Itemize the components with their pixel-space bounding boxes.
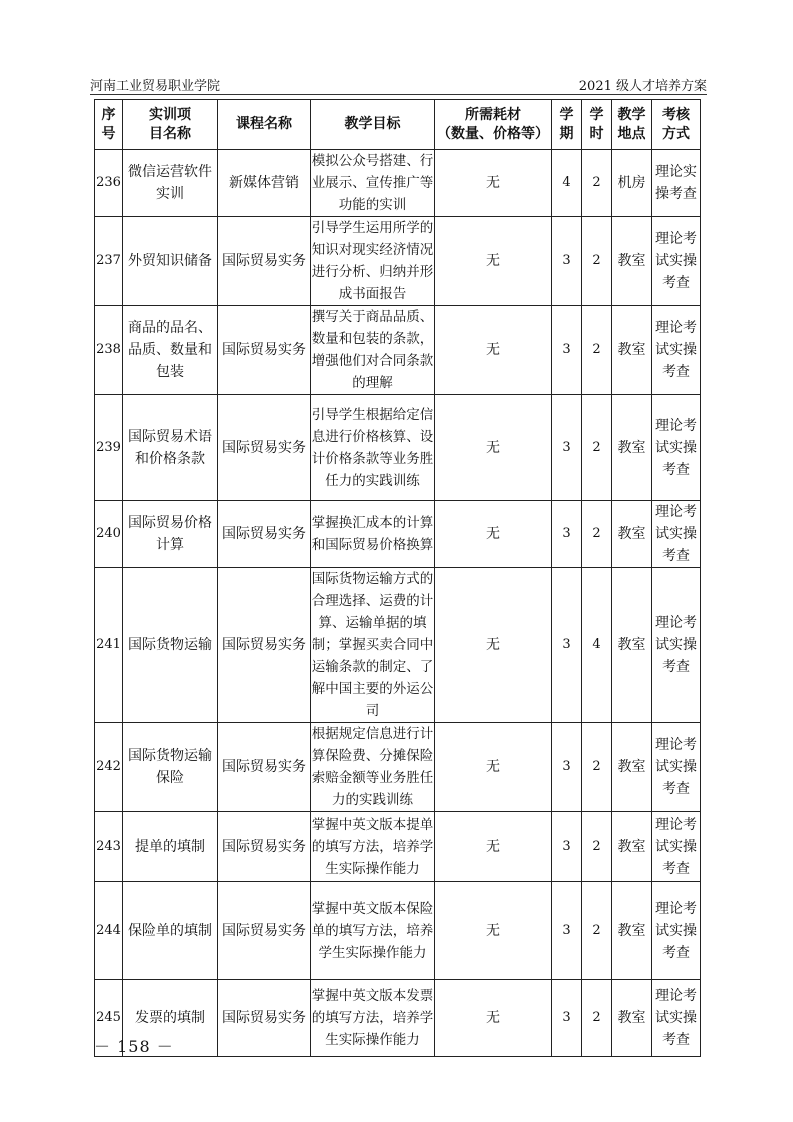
cell-material: 无 [435, 568, 552, 723]
cell-assess: 理论考试实操考查 [652, 882, 701, 980]
cell-course: 国际贸易实务 [218, 882, 311, 980]
cell-assess: 理论考试实操考查 [652, 306, 701, 395]
table-row [95, 501, 701, 568]
cell-project: 国际货物运输 [123, 568, 218, 723]
page-header [90, 74, 707, 94]
cell-place: 教室 [612, 723, 652, 812]
col-header-goal: 教学目标 [311, 100, 435, 150]
cell-material: 无 [435, 882, 552, 980]
table-row [95, 395, 701, 501]
cell-hours: 2 [582, 306, 612, 395]
cell-term: 3 [552, 723, 582, 812]
header-divider [90, 94, 707, 95]
cell-hours: 2 [582, 501, 612, 568]
cell-place: 教室 [612, 882, 652, 980]
col-header-project: 实训项 目名称 [123, 100, 218, 150]
cell-goal: 掌握换汇成本的计算和国际贸易价格换算 [311, 501, 435, 568]
cell-hours: 2 [582, 980, 612, 1057]
cell-project: 国际贸易术语和价格条款 [123, 395, 218, 501]
cell-goal: 掌握中英文版本提单的填写方法，培养学生实际操作能力 [311, 812, 435, 882]
col-header-term: 学 期 [552, 100, 582, 150]
cell-seq: 245 [95, 980, 123, 1057]
cell-material: 无 [435, 501, 552, 568]
cell-hours: 4 [582, 568, 612, 723]
cell-assess: 理论考试实操考查 [652, 568, 701, 723]
cell-goal: 掌握中英文版本保险单的填写方法，培养学生实际操作能力 [311, 882, 435, 980]
training-projects-table [94, 99, 701, 1057]
cell-seq: 236 [95, 150, 123, 217]
col-header-seq: 序 号 [95, 100, 123, 150]
cell-assess: 理论考试实操考查 [652, 723, 701, 812]
cell-assess: 理论考试实操考查 [652, 812, 701, 882]
cell-seq: 244 [95, 882, 123, 980]
col-header-material: 所需耗材 （数量、价格等） [435, 100, 552, 150]
cell-course: 国际贸易实务 [218, 812, 311, 882]
cell-material: 无 [435, 723, 552, 812]
cell-hours: 2 [582, 150, 612, 217]
cell-hours: 2 [582, 723, 612, 812]
cell-goal: 掌握中英文版本发票的填写方法，培养学生实际操作能力 [311, 980, 435, 1057]
cell-goal: 模拟公众号搭建、行业展示、宣传推广等功能的实训 [311, 150, 435, 217]
cell-term: 3 [552, 882, 582, 980]
table-row [95, 980, 701, 1057]
cell-course: 国际贸易实务 [218, 395, 311, 501]
cell-term: 3 [552, 306, 582, 395]
table-row [95, 882, 701, 980]
cell-seq: 242 [95, 723, 123, 812]
col-header-hours: 学 时 [582, 100, 612, 150]
cell-seq: 241 [95, 568, 123, 723]
cell-place: 教室 [612, 395, 652, 501]
cell-goal: 引导学生运用所学的知识对现实经济情况进行分析、归纳并形成书面报告 [311, 217, 435, 306]
cell-term: 3 [552, 501, 582, 568]
cell-material: 无 [435, 306, 552, 395]
header-school-name: 河南工业贸易职业学院 [90, 79, 221, 94]
cell-course: 国际贸易实务 [218, 723, 311, 812]
cell-project: 国际货物运输保险 [123, 723, 218, 812]
cell-term: 3 [552, 980, 582, 1057]
cell-hours: 2 [582, 882, 612, 980]
cell-term: 3 [552, 568, 582, 723]
cell-term: 3 [552, 812, 582, 882]
cell-place: 教室 [612, 980, 652, 1057]
col-header-assess: 考核 方式 [652, 100, 701, 150]
cell-seq: 240 [95, 501, 123, 568]
col-header-course: 课程名称 [218, 100, 311, 150]
cell-place: 教室 [612, 217, 652, 306]
cell-hours: 2 [582, 812, 612, 882]
cell-assess: 理论考试实操考查 [652, 980, 701, 1057]
header-program-title: 2021 级人才培养方案 [578, 79, 707, 94]
table-row [95, 568, 701, 723]
cell-goal: 国际货物运输方式的合理选择、运费的计算、运输单据的填制；掌握买卖合同中运输条款的制定、了解中国主要的外运公司 [311, 568, 435, 723]
cell-assess: 理论实操考查 [652, 150, 701, 217]
cell-project: 国际贸易价格计算 [123, 501, 218, 568]
cell-material: 无 [435, 217, 552, 306]
cell-term: 3 [552, 395, 582, 501]
col-header-place: 教学 地点 [612, 100, 652, 150]
cell-place: 机房 [612, 150, 652, 217]
cell-material: 无 [435, 812, 552, 882]
cell-goal: 撰写关于商品品质、数量和包装的条款，增强他们对合同条款的理解 [311, 306, 435, 395]
cell-assess: 理论考试实操考查 [652, 501, 701, 568]
cell-project: 发票的填制 [123, 980, 218, 1057]
cell-hours: 2 [582, 217, 612, 306]
cell-project: 外贸知识储备 [123, 217, 218, 306]
table-row [95, 150, 701, 217]
table-header-row [95, 100, 701, 150]
cell-goal: 根据规定信息进行计算保险费、分摊保险索赔金额等业务胜任力的实践训练 [311, 723, 435, 812]
table-row [95, 812, 701, 882]
cell-goal: 引导学生根据给定信息进行价格核算、设计价格条款等业务胜任力的实践训练 [311, 395, 435, 501]
table-row [95, 723, 701, 812]
cell-project: 微信运营软件实训 [123, 150, 218, 217]
page-number: － 158 － [94, 1037, 174, 1056]
cell-material: 无 [435, 980, 552, 1057]
cell-course: 国际贸易实务 [218, 568, 311, 723]
cell-material: 无 [435, 150, 552, 217]
table-row [95, 217, 701, 306]
cell-assess: 理论考试实操考查 [652, 395, 701, 501]
cell-seq: 243 [95, 812, 123, 882]
cell-term: 3 [552, 217, 582, 306]
cell-place: 教室 [612, 306, 652, 395]
cell-assess: 理论考试实操考查 [652, 217, 701, 306]
cell-course: 国际贸易实务 [218, 980, 311, 1057]
cell-place: 教室 [612, 568, 652, 723]
cell-hours: 2 [582, 395, 612, 501]
cell-course: 新媒体营销 [218, 150, 311, 217]
cell-course: 国际贸易实务 [218, 306, 311, 395]
cell-place: 教室 [612, 501, 652, 568]
cell-material: 无 [435, 395, 552, 501]
cell-project: 商品的品名、品质、数量和包装 [123, 306, 218, 395]
cell-project: 保险单的填制 [123, 882, 218, 980]
cell-seq: 237 [95, 217, 123, 306]
table-row [95, 306, 701, 395]
cell-place: 教室 [612, 812, 652, 882]
cell-course: 国际贸易实务 [218, 501, 311, 568]
cell-project: 提单的填制 [123, 812, 218, 882]
cell-term: 4 [552, 150, 582, 217]
cell-seq: 239 [95, 395, 123, 501]
cell-course: 国际贸易实务 [218, 217, 311, 306]
cell-seq: 238 [95, 306, 123, 395]
